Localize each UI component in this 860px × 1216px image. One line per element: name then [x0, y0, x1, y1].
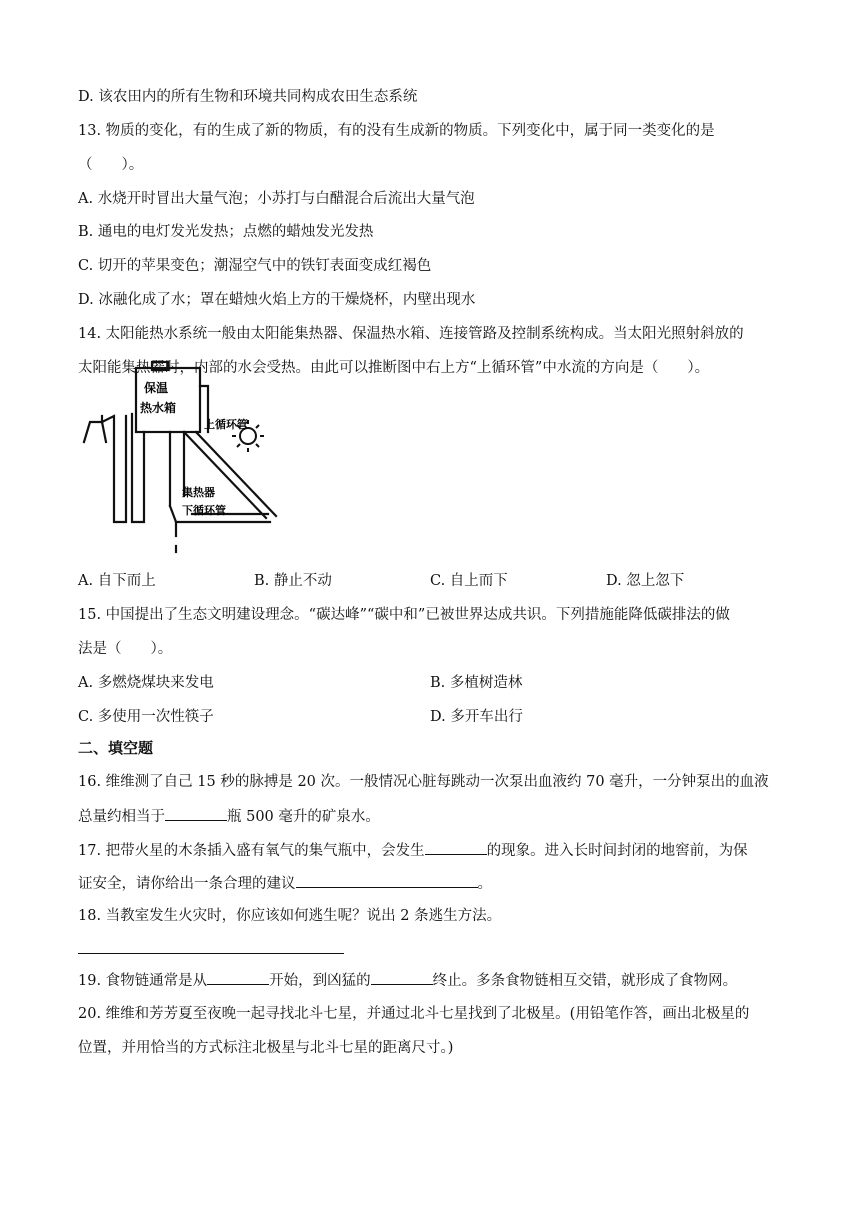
q14-option-c: C. 自上而下 [430, 573, 508, 589]
q16-line2-post: 瓶 500 毫升的矿泉水。 [227, 809, 380, 825]
q19-pre: 19. 食物链通常是从 [78, 973, 208, 989]
q14-option-b: B. 静止不动 [254, 573, 332, 589]
q20-line2: 位置，并用恰当的方式标注北极星与北斗七星的距离尺寸。) [78, 1040, 454, 1056]
q19-post: 终止。多条食物链相互交错，就形成了食物网。 [432, 973, 738, 989]
q13-option-d: D. 冰融化成了水；罩在蜡烛火焰上方的干燥烧杯，内壁出现水 [78, 292, 476, 308]
q15-option-b: B. 多植树造林 [430, 675, 523, 691]
upper-pipe-label: 上循环管 [204, 418, 248, 431]
q16-line2-pre: 总量约相当于 [78, 809, 165, 825]
collector-label: 集热器 [182, 486, 215, 499]
q13-option-c: C. 切开的苹果变色；潮湿空气中的铁钉表面变成红褐色 [78, 258, 432, 274]
q14-stem: 14. 太阳能热水系统一般由太阳能集热器、保温热水箱、连接管路及控制系统构成。当太阳光照射斜放的 [78, 326, 744, 342]
q17-line2 [78, 873, 492, 894]
q19-line [78, 970, 737, 991]
q13-option-a: A. 水烧开时冒出大量气泡；小苏打与白醋混合后流出大量气泡 [78, 191, 475, 207]
section-title-fill-in: 二、填空题 [78, 739, 154, 757]
q16-line1: 16. 维维测了自己 15 秒的脉搏是 20 次。一般情况心脏每跳动一次泵出血液约 70 毫升，一分钟泵出的血液 [78, 774, 769, 790]
q17-line1 [78, 840, 748, 861]
q16-line2 [78, 806, 380, 827]
q19-answer-blank-2[interactable] [371, 970, 433, 985]
q18-answer-line[interactable] [78, 953, 344, 954]
q13-stem: 13. 物质的变化，有的生成了新的物质，有的没有生成新的物质。下列变化中，属于同一类变化的是 [78, 123, 715, 139]
q17-line2-pre: 证安全，请你给出一条合理的建议 [78, 876, 296, 892]
q15-stem-cont: 法是（ ）。 [78, 641, 173, 657]
q15-option-d: D. 多开车出行 [430, 709, 523, 725]
q14-option-d: D. 忽上忽下 [606, 573, 685, 589]
q13-stem-paren: （ ）。 [78, 157, 144, 173]
q15-option-a: A. 多燃烧煤块来发电 [78, 675, 214, 691]
q14-stem-cont: 太阳能集热器时，内部的水会受热。由此可以推断图中右上方“上循环管”中水流的方向是（ ）。 [78, 360, 710, 376]
q17-answer-blank-2[interactable] [296, 873, 478, 888]
q14-option-a: A. 自下而上 [78, 573, 156, 589]
q19-answer-blank-1[interactable] [207, 970, 269, 985]
q17-line1-post: 的现象。进入长时间封闭的地窖前，为保 [486, 843, 748, 859]
q15-stem: 15. 中国提出了生态文明建设理念。“碳达峰”“碳中和”已被世界达成共识。下列措施能降低碳排法的做 [78, 607, 730, 623]
tank-label-1: 保温 [144, 381, 169, 395]
q20-line1: 20. 维维和芳芳夏至夜晚一起寻找北斗七星，并通过北斗七星找到了北极星。(用铅笔作答，画出北极星的 [78, 1006, 750, 1022]
tank-label-2: 热水箱 [140, 401, 177, 415]
q17-answer-blank-1[interactable] [425, 840, 487, 855]
solar-heater-figure [80, 356, 290, 566]
q16-answer-blank[interactable] [165, 806, 227, 821]
q19-mid: 开始，到凶猛的 [269, 973, 371, 989]
q17-line1-pre: 17. 把带火星的木条插入盛有氧气的集气瓶中，会发生 [78, 843, 425, 859]
q17-line2-post: 。 [477, 876, 492, 892]
q18-stem: 18. 当教室发生火灾时，你应该如何逃生呢？说出 2 条逃生方法。 [78, 908, 502, 924]
q12-option-d: D. 该农田内的所有生物和环境共同构成农田生态系统 [78, 89, 418, 105]
q13-option-b: B. 通电的电灯发光发热；点燃的蜡烛发光发热 [78, 224, 374, 240]
solar-heater-diagram [80, 356, 290, 566]
lower-pipe-label: 下循环管 [182, 504, 226, 517]
q15-option-c: C. 多使用一次性筷子 [78, 709, 214, 725]
